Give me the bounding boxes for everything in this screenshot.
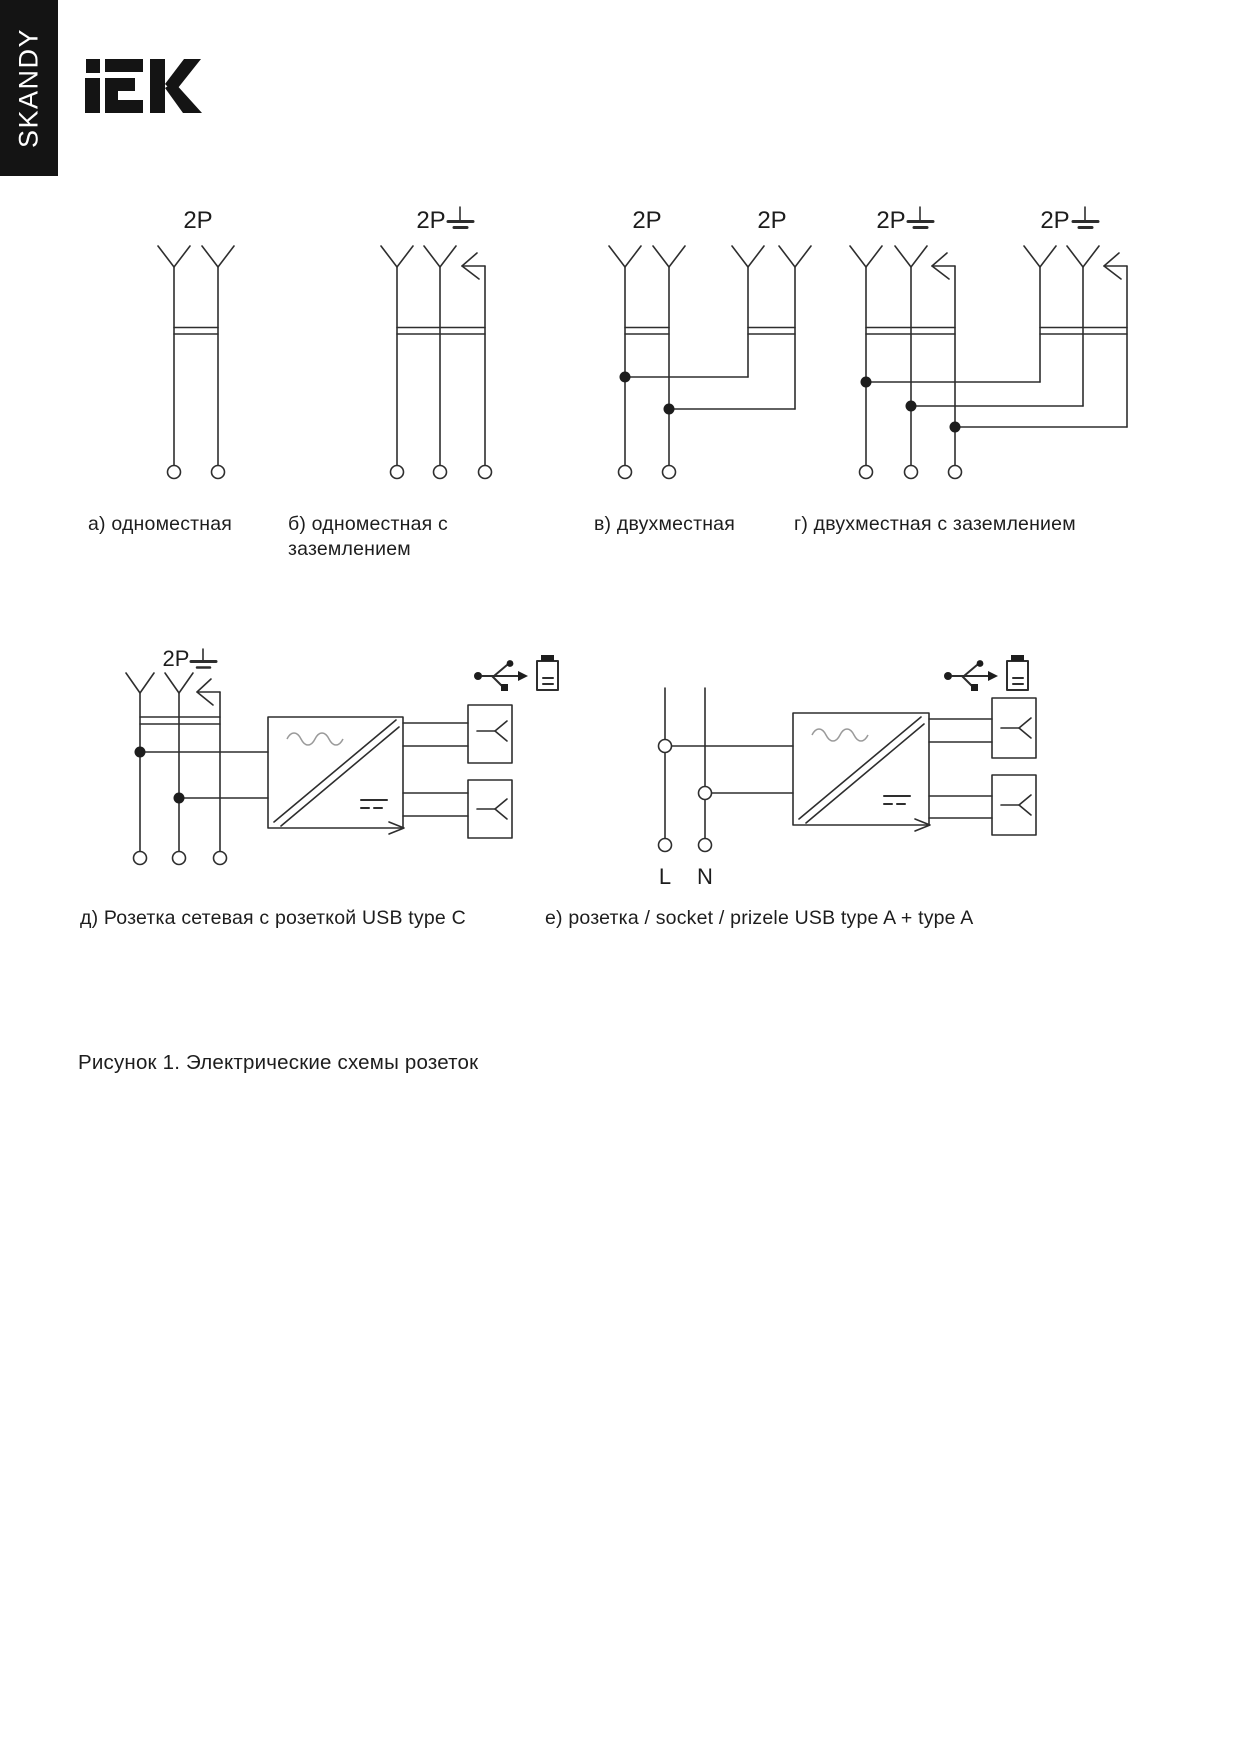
diagram-e-socket-usb-a [585, 640, 1045, 890]
earth-contact-icon [462, 253, 485, 466]
caption-diagram-e: е) розетка / socket / prizele USB type A + type A [545, 907, 974, 929]
iek-logo-letter-i [85, 59, 100, 113]
pole-count-label: 2P [416, 207, 446, 234]
socket-contact-icon [165, 673, 193, 852]
diagram-v-double-socket [600, 195, 832, 487]
iek-logo [82, 57, 203, 115]
ac-wave-icon [812, 729, 868, 741]
junction-dot [664, 404, 675, 415]
earth-symbol-icon [908, 207, 933, 228]
link-wires [625, 377, 795, 409]
caption-diagram-b-line1: б) одноместная с [288, 513, 448, 535]
usb-output-box [992, 775, 1036, 835]
socket-unit-left [850, 246, 955, 466]
ac-dc-converter-box [268, 717, 404, 834]
usb-output-box [468, 705, 512, 763]
link-wires [140, 752, 268, 798]
usb-icon [474, 660, 528, 691]
battery-icon [537, 655, 558, 690]
junction-dot [950, 422, 961, 433]
pole-count-label: 2P [162, 646, 190, 671]
usb-output-box [468, 780, 512, 838]
terminal-circle [479, 466, 492, 479]
socket-contact-icon [477, 799, 507, 819]
dc-symbol-icon [884, 796, 910, 804]
terminal-circle [659, 839, 672, 852]
terminal-circle [173, 852, 186, 865]
neutral-terminal-label: N [697, 864, 713, 889]
junction-dot [174, 793, 185, 804]
brand-side-tab [0, 0, 58, 176]
pole-count-label: 2P [757, 207, 787, 234]
ac-dc-converter-box [793, 713, 930, 831]
terminal-circle [905, 466, 918, 479]
terminal-circle [391, 466, 404, 479]
diagram-a-single-socket [130, 195, 242, 487]
earth-contact-icon [197, 679, 220, 852]
socket-contact-icon [126, 673, 154, 852]
caption-diagram-v: в) двухместная [594, 513, 735, 535]
junction-dot [906, 401, 917, 412]
junction-circle [659, 740, 672, 753]
caption-diagram-a: а) одноместная [88, 513, 233, 535]
terminal-circle [699, 839, 712, 852]
earth-symbol-icon [191, 649, 216, 668]
socket-contact-icon [381, 246, 413, 466]
terminal-circle [663, 466, 676, 479]
junction-dot [861, 377, 872, 388]
output-wires [929, 719, 992, 818]
terminal-circle [214, 852, 227, 865]
pole-count-label: 2P [183, 207, 213, 234]
socket-body-bars [140, 717, 220, 724]
diagram-d-socket-usb-c [100, 640, 565, 875]
junction-dot [135, 747, 146, 758]
terminal-circle [860, 466, 873, 479]
terminal-circle [212, 466, 225, 479]
output-wires [403, 723, 468, 816]
usb-output-box [992, 698, 1036, 758]
socket-unit-right [1024, 246, 1127, 427]
mains-wires [665, 688, 793, 839]
brand-side-tab-label: SKANDY [13, 27, 44, 149]
socket-body-bars [397, 328, 485, 335]
pole-count-label: 2P [1040, 207, 1070, 234]
iek-logo-letter-e [105, 59, 143, 113]
terminal-circle [434, 466, 447, 479]
junction-circle [699, 787, 712, 800]
diagram-g-double-socket-earthed [852, 195, 1142, 487]
socket-contact-icon [1001, 795, 1031, 815]
battery-icon [1007, 655, 1028, 690]
link-wires [866, 382, 1127, 427]
caption-diagram-b-line2: заземлением [288, 538, 411, 561]
earth-symbol-icon [448, 207, 473, 228]
caption-diagram-b [288, 512, 448, 563]
ac-wave-icon [287, 733, 343, 745]
socket-contact-icon [477, 721, 507, 741]
socket-contact-icon [424, 246, 456, 466]
diagram-b-single-socket-earthed [340, 195, 502, 487]
socket-unit-right [732, 246, 811, 409]
junction-dot [620, 372, 631, 383]
terminal-circle [168, 466, 181, 479]
caption-diagram-g: г) двухместная с заземлением [794, 513, 1076, 535]
terminal-circle [134, 852, 147, 865]
socket-contact-icon [158, 246, 190, 466]
earth-symbol-icon [1073, 207, 1098, 228]
socket-body-bars [174, 328, 218, 335]
caption-diagram-d: д) Розетка сетевая с розеткой USB type C [80, 907, 466, 929]
line-terminal-label: L [658, 864, 672, 889]
terminal-circle [619, 466, 632, 479]
pole-count-label: 2P [632, 207, 662, 234]
figure-caption: Рисунок 1. Электрические схемы розеток [78, 1051, 479, 1074]
usb-icon [944, 660, 998, 691]
iek-logo-letter-k [150, 59, 202, 113]
socket-unit-left [609, 246, 685, 466]
socket-contact-icon [202, 246, 234, 466]
socket-contact-icon [1001, 718, 1031, 738]
dc-symbol-icon [361, 800, 387, 808]
terminal-circle [949, 466, 962, 479]
pole-count-label: 2P [876, 207, 906, 234]
